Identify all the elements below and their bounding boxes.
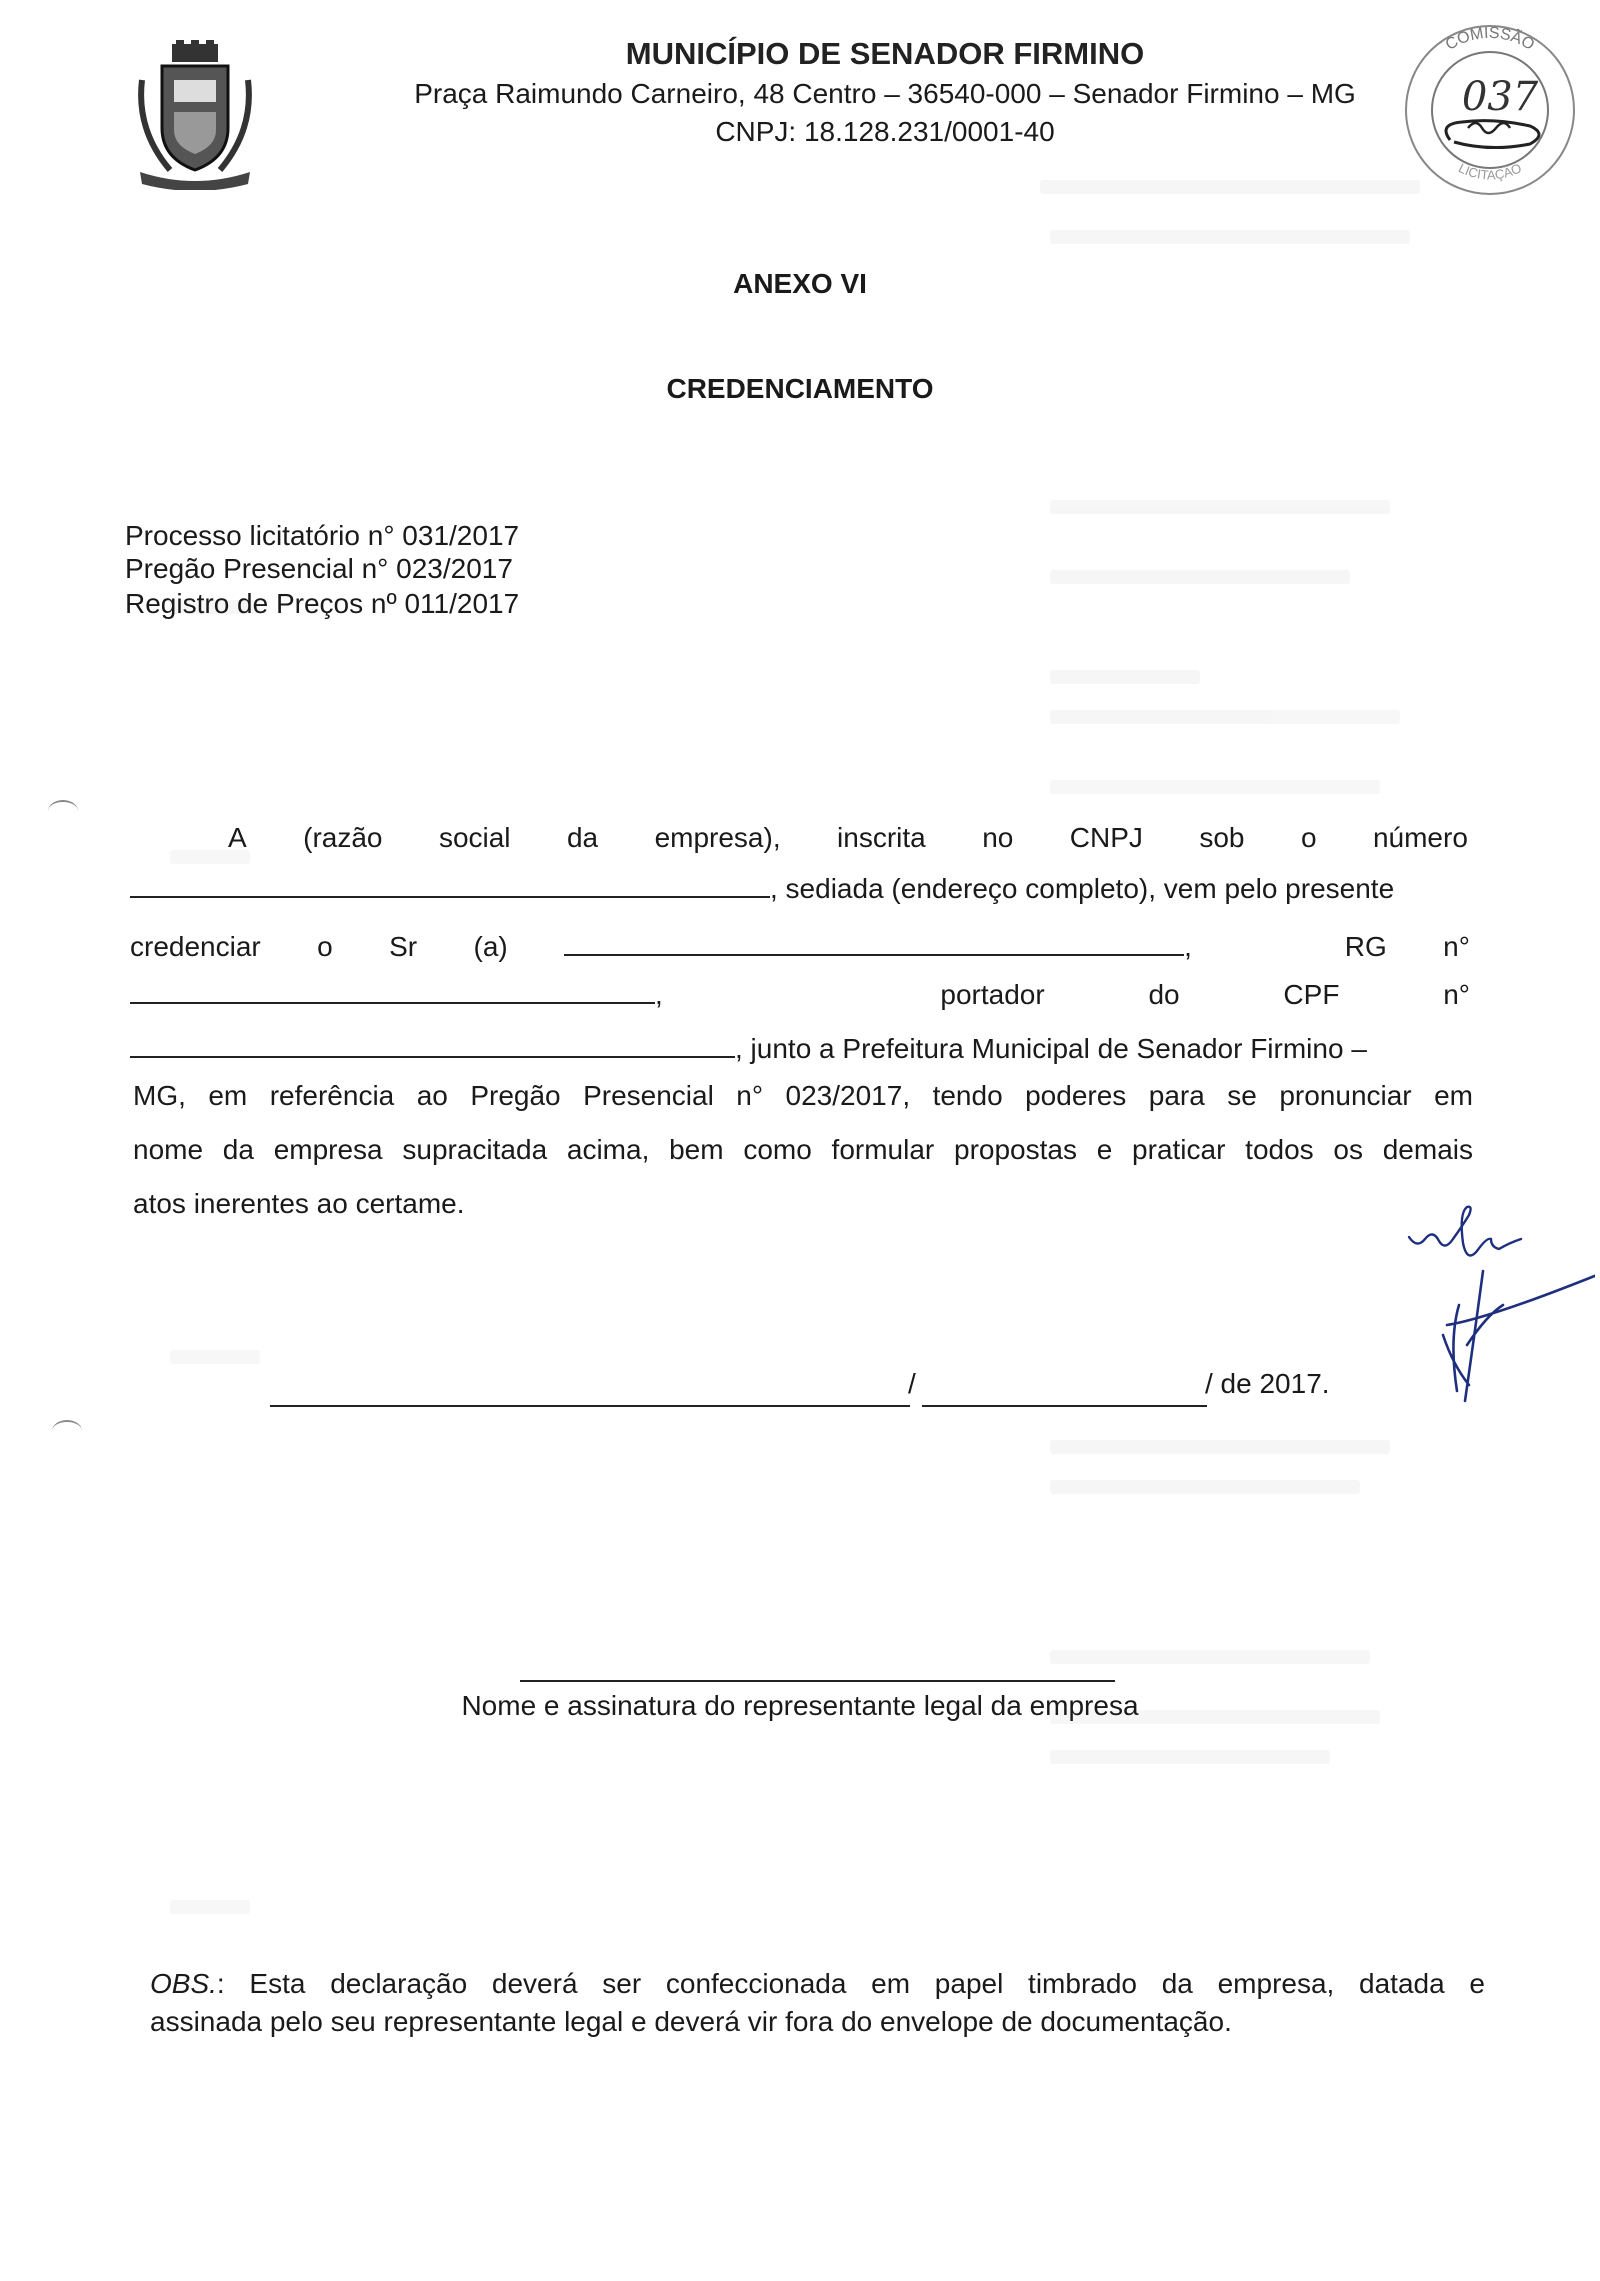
handwritten-initials-signature <box>1395 1185 1595 1415</box>
stamp-bottom-text: LICITAÇÃO <box>1456 160 1524 183</box>
paragraph-line-7: nome da empresa supracitada acima, bem como formular propostas e praticar todos os demais <box>133 1134 1473 1165</box>
scan-mark <box>52 1420 82 1442</box>
cnpj-blank-field[interactable] <box>130 870 770 898</box>
scan-mark <box>48 800 78 822</box>
date-separator: / <box>908 1368 916 1399</box>
paragraph-line-1: A (razão social da empresa), inscrita no CNPJ sob o número <box>228 822 1468 853</box>
paragraph-line-2: , sediada (endereço completo), vem pelo presente <box>130 870 1470 905</box>
observation-label: OBS. <box>150 1968 217 1999</box>
signature-blank-field[interactable] <box>520 1680 1115 1682</box>
municipality-name: MUNICÍPIO DE SENADOR FIRMINO <box>625 36 1145 71</box>
municipality-address: Praça Raimundo Carneiro, 48 Centro – 36540-000 – Senador Firmino – MG <box>414 78 1356 109</box>
date-city-day-blank-field[interactable] <box>270 1405 910 1407</box>
signature-label: Nome e assinatura do representante legal da empresa <box>461 1690 1139 1721</box>
registro-number: Registro de Preços nº 011/2017 <box>125 588 520 619</box>
date-month-blank-field[interactable] <box>922 1405 1207 1407</box>
rg-number-blank-field[interactable] <box>130 976 655 1004</box>
paragraph-line-5: , junto a Prefeitura Municipal de Senador Firmino – <box>130 1030 1470 1065</box>
svg-text:LICITAÇÃO <box>1456 160 1524 182</box>
cpf-number-blank-field[interactable] <box>130 1030 735 1058</box>
date-year-suffix: / de 2017. <box>1205 1368 1330 1399</box>
pregao-number: Pregão Presencial n° 023/2017 <box>125 553 513 584</box>
svg-text:COMISSÃO <box>1443 25 1537 54</box>
representative-name-blank-field[interactable] <box>564 928 1184 956</box>
observation-note: OBS.: Esta declaração deverá ser confeccionada em papel timbrado da empresa, datada e assinada pelo seu representante legal e deverá vir fora do envelope de documentação. <box>150 1968 1485 2037</box>
municipality-cnpj: CNPJ: 18.128.231/0001-40 <box>715 116 1055 147</box>
show-through-background <box>170 150 1570 2200</box>
document-title: CREDENCIAMENTO <box>666 373 934 404</box>
stamp-number: 037 <box>1461 74 1539 120</box>
paragraph-line-3: credenciar o Sr (a) , RG n° <box>130 928 1470 963</box>
annex-title: ANEXO VI <box>733 268 867 299</box>
paragraph-line-8: atos inerentes ao certame. <box>133 1188 465 1219</box>
paragraph-line-4: , portador do CPF n° <box>130 976 1470 1011</box>
process-number: Processo licitatório n° 031/2017 <box>125 520 520 551</box>
paragraph-line-6: MG, em referência ao Pregão Presencial n° 023/2017, tendo poderes para se pronunciar em <box>133 1080 1473 1111</box>
stamp-top-text: COMISSÃO <box>1442 24 1538 54</box>
commission-stamp-icon <box>1390 18 1590 198</box>
